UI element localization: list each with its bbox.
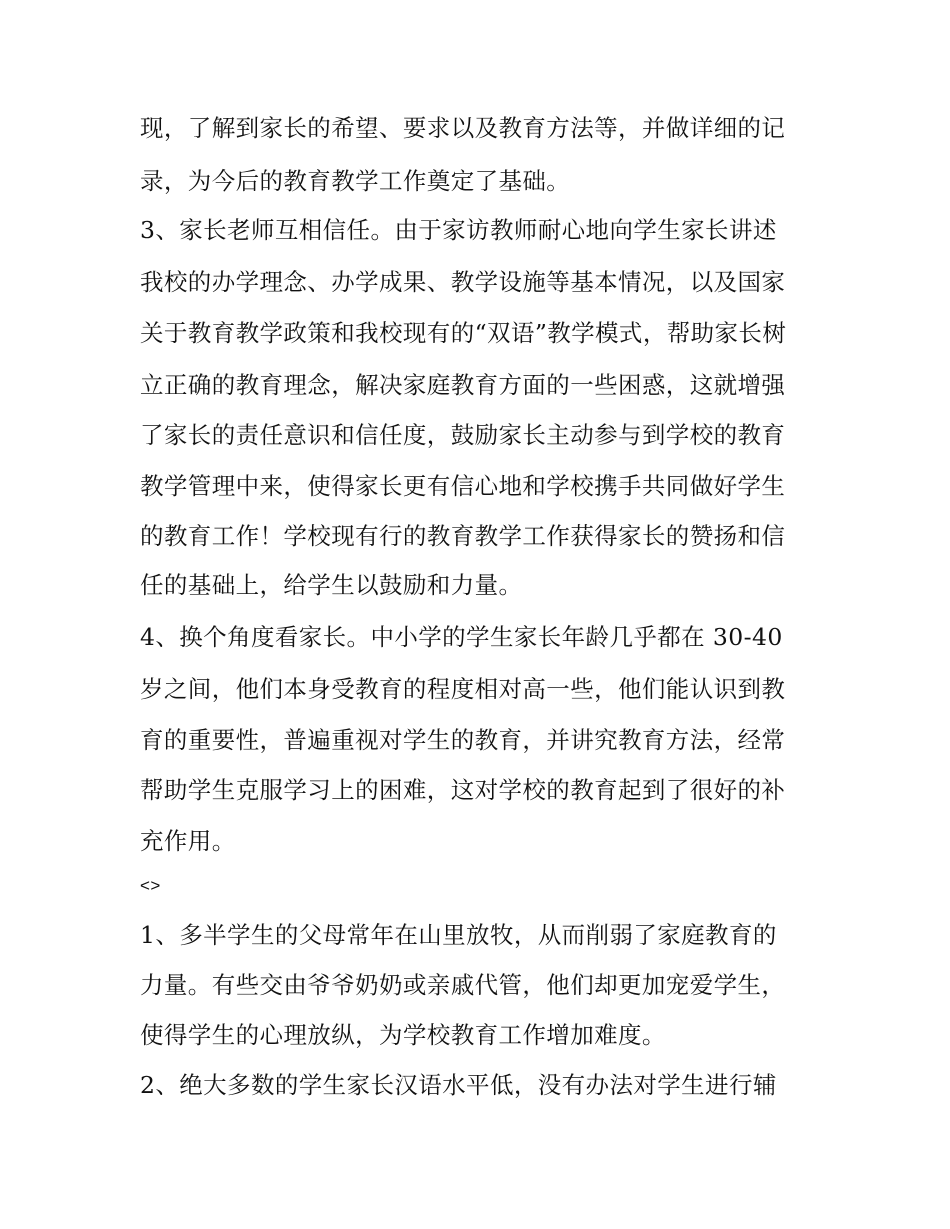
text-line: 使得学生的心理放纵，为学校教育工作增加难度。 (140, 1021, 666, 1049)
text-line: 育的重要性，普遍重视对学生的教育，并讲究教育方法，经常 (140, 726, 786, 754)
text-line: 立正确的教育理念，解决家庭教育方面的一些困惑，这就增强 (140, 371, 786, 399)
section-marker: <> (140, 876, 161, 895)
text-line: 教学管理中来，使得家长更有信心地和学校携手共同做好学生 (140, 472, 786, 500)
text-line: 了家长的责任意识和信任度，鼓励家长主动参与到学校的教育 (140, 421, 786, 449)
text-line: 现，了解到家长的希望、要求以及教育方法等，并做详细的记 (140, 114, 786, 142)
text-line: 岁之间，他们本身受教育的程度相对高一些，他们能认识到教 (140, 675, 786, 703)
text-line: 3、家长老师互相信任。由于家访教师耐心地向学生家长讲述 (140, 216, 777, 244)
text-line: 录，为今后的教育教学工作奠定了基础。 (140, 167, 571, 195)
text-line: 的教育工作！学校现有行的教育教学工作获得家长的赞扬和信 (140, 522, 786, 550)
text-line: 力量。有些交由爷爷奶奶或亲戚代管，他们却更加宠爱学生， (140, 971, 786, 999)
text-line: 帮助学生克服学习上的困难，这对学校的教育起到了很好的补 (140, 776, 786, 804)
text-line: 1、多半学生的父母常年在山里放牧，从而削弱了家庭教育的 (140, 921, 777, 949)
text-line: 4、换个角度看家长。中小学的学生家长年龄几乎都在 30-40 (140, 623, 783, 651)
text-line: 关于教育教学政策和我校现有的“双语”教学模式，帮助家长树 (140, 319, 787, 347)
text-line: 任的基础上，给学生以鼓励和力量。 (140, 571, 523, 599)
text-line: 我校的办学理念、办学成果、教学设施等基本情况，以及国家 (140, 268, 786, 296)
text-line: 2、绝大多数的学生家长汉语水平低，没有办法对学生进行辅 (140, 1071, 777, 1099)
text-line: 充作用。 (140, 827, 236, 855)
